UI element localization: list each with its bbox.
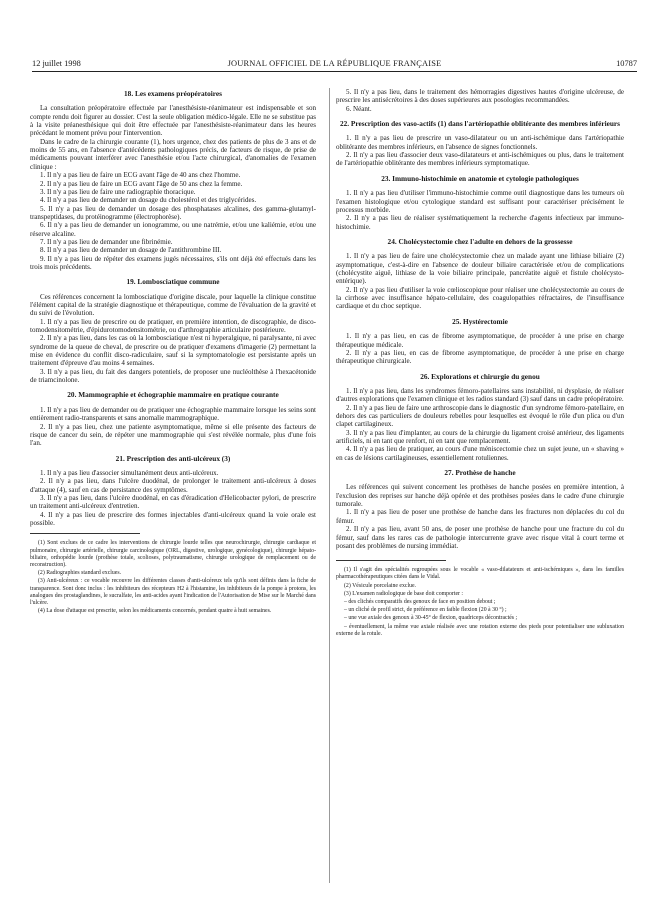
footnote: (2) Vésicule porcelaine exclue.: [344, 582, 416, 589]
footnote: (1) Il s'agit des spécialités regroupées sous le vocable « vaso-dilatateurs et anti-ischémiques », dans les familles pharmacothérapeutiques citées dans le Vidal.: [336, 567, 624, 581]
section-21-para: 1. Il n'y a pas lieu d'associer simultanément deux anti-ulcéreux.: [40, 469, 219, 477]
section-26-para: 4. Il n'y a pas lieu de pratiquer, au cours d'une méniscectomie chez un sujet jeune, un « shaving » en cas de lésions cartilagineuses, essentiellement rotuliennes.: [336, 445, 624, 462]
section-20-para: 1. Il n'y a pas lieu de demander ou de pratiquer une échographie mammaire lorsque les seins sont entièrement radio-transparents et sans anomalie mammographique.: [30, 405, 316, 423]
left-column: [30, 88, 316, 616]
section-21-title: 21. Prescription des anti-ulcéreux (3): [115, 453, 231, 463]
section-18-para: 8. Il n'y a pas lieu de demander un dosage de l'antithrombine III.: [40, 246, 222, 255]
footnote: – un cliché de profil strict, de préférence en faible flexion (20 à 30 °) ;: [344, 607, 507, 614]
section-22-para: 1. Il n'y a pas lieu de prescrire un vaso-dilatateur ou un anti-ischémique dans l'artériopathie oblitérante des membres inférieurs, en l'absence de signes fonctionnels.: [336, 134, 624, 151]
footnote: (3) Anti-ulcéreux : ce vocable recouvre les différentes classes d'anti-ulcéreux tels qu'ils sont définis dans la fiche de transparence. Sont donc inclus : les inhibiteurs des récepteurs H2 à l'histamine, les inhibiteurs de la pompe à protons, les analogues des prostaglandines, le sucralfate, les anti-acides ayant l'indication de l'Autorisation de Mise sur le Marché dans l'ulcère.: [30, 578, 316, 607]
footnote: (1) Sont exclues de ce cadre les interventions de chirurgie lourde telles que neurochirurgie, chirurgie cardiaque et pulmonaire, chirurgie artérielle, chirurgie carcinologique (ORL, digestive, urologique, gynécologique), chirurgie hépato-biliaire, orthopédie lourde (prothèse totale, scolioses, polytraumatisme, chirurgie urologique de remplacement ou de reconstruction).: [30, 540, 316, 569]
section-18-para: 4. Il n'y a pas lieu de demander un dosage du cholestérol et des triglycérides.: [40, 196, 257, 205]
section-19-para: 3. Il n'y a pas lieu, du fait des dangers potentiels, de proposer une nucléolthèse à l'hexacétonide de triamcinolone.: [30, 367, 316, 385]
section-26-para: 3. Il n'y a pas lieu d'implanter, au cours de la chirurgie du ligament croisé antérieur, des ligaments artificiels, ni en tant que renfort, ni en tant que remplacement.: [336, 428, 624, 445]
footnote: (3) L'examen radiologique de base doit comporter :: [344, 590, 464, 597]
section-23-para: 2. Il n'y a pas lieu de réaliser systématiquement la recherche d'agents infectieux par immuno-histochimie.: [336, 214, 624, 231]
footnote: – une vue axiale des genoux à 30-45° de flexion, quadriceps décontractés ;: [344, 615, 518, 622]
section-19-para: 2. Il n'y a pas lieu, dans les cas où la lombosciatique n'est ni hyperalgique, ni paralysante, ni avec syndrome de la queue de cheval, de prescrire ou de pratiquer d'examens d'imagerie (2) permettant la mise en évidence du conflit disco-radiculaire, sauf si la symptomatologie est persistante après un traitement d'épreuve d'au moins 4 semaines.: [30, 334, 316, 368]
section-24-title: 24. Cholécystectomie chez l'adulte en dehors de la grossesse: [387, 236, 573, 246]
section-21-para: 6. Néant.: [346, 104, 372, 113]
section-24-para: 2. Il n'y a pas lieu d'utiliser la voie cœlioscopique pour réaliser une cholécystectomie au cours de la cirrhose avec insuffisance hépato-cellulaire, des coagulopathies réfractaires, de l'insuffisance cardiaque et du choc septique.: [336, 285, 624, 311]
running-header: [32, 58, 637, 70]
section-26-para: 2. Il n'y a pas lieu de faire une arthroscopie dans le diagnostic d'un syndrome fémoro-patellaire, en dehors des cas particuliers de douleurs rebelles pour lesquelles est évoqué le rôle d'un plica ou d'un clapet cartilagineux.: [336, 403, 624, 429]
section-19-para: 1. Il n'y a pas lieu de prescrire ou de pratiquer, en première intention, de discographie, de disco-tomodensitométrie, d'épidurotomodensitométrie, ou d'arthrographie articulaire postérieure.: [30, 317, 316, 335]
footnote: (4) La dose d'attaque est prescrite, selon les médicaments concernés, pendant quatre à huit semaines.: [38, 608, 272, 615]
section-26-title: 26. Explorations et chirurgie du genou: [420, 371, 540, 381]
header-page-number: 10787: [616, 59, 637, 68]
section-18-para: Dans le cadre de la chirurgie courante (1), hors urgence, chez des patients de plus de 3 ans et de moins de 55 ans, en l'absence d'antécédents pathologiques précis, de facteurs de risque, de prise de médicaments pouvant interférer avec l'anesthésie et/ou l'acte chirurgical, d'anomalies de l'examen clinique :: [30, 137, 316, 171]
section-21-para: 5. Il n'y a pas lieu, dans le traitement des hémorragies digestives hautes d'origine ulcéreuse, de prescrire les antisécrétoires à des doses supérieures aux posologies recommandées.: [336, 88, 624, 105]
section-20-para: 2. Il n'y a pas lieu, chez une patiente asymptomatique, même si elle présente des facteurs de risque de cancer du sein, de répéter une mammographie qui s'est révélée normale, plus d'une fois l'an.: [30, 422, 316, 448]
section-25-title: 25. Hystérectomie: [452, 316, 508, 326]
section-26-para: 1. Il n'y a pas lieu, dans les syndromes fémoro-patellaires sans instabilité, ni dysplasie, de réaliser d'autres explorations que l'examen clinique et les radios standard (3) sauf dans un cadre préopératoire.: [336, 386, 624, 404]
section-21-para: 4. Il n'y a pas lieu de prescrire des formes injectables d'anti-ulcéreux quand la voie orale est possible.: [30, 510, 316, 528]
section-22-para: 2. Il n'y a pas lieu d'associer deux vaso-dilatateurs et anti-ischémiques ou plus, dans le traitement de l'artériopathie oblitérante des membres inférieurs symptomatique.: [336, 151, 624, 168]
footnote: – éventuellement, la même vue axiale réalisée avec une rotation externe des pieds pour potentialiser une subluxation externe de la rotule.: [336, 623, 624, 637]
section-18-para: 6. Il n'y a pas lieu de demander un ionogramme, ou une natrémie, et/ou une kaliémie, et/ou une réserve alcaline.: [30, 221, 316, 238]
right-footnotes: [336, 567, 624, 638]
section-23-para: 1. Il n'y a pas lieu d'utiliser l'immuno-histochimie comme outil diagnostique dans les tumeurs où l'examen histologique et/ou cytologique standard est suffisant pour caractériser précisément le processus morbide.: [336, 189, 624, 214]
section-18-para: 2. Il n'y a pas lieu de faire un ECG avant l'âge de 50 ans chez la femme.: [40, 179, 243, 188]
footnote-rule: [30, 533, 140, 538]
section-18-title: 18. Les examens préopératoires: [124, 89, 222, 98]
column-divider: [329, 88, 330, 883]
section-25-para: 1. Il n'y a pas lieu, en cas de fibrome asymptomatique, de procéder à une prise en charge thérapeutique médicale.: [336, 332, 624, 349]
section-18-para: 5. Il n'y a pas lieu de demander un dosage des phosphatases alcalines, des gamma-glutamyl-transpeptidases, du protéinogramme (électrophorèse).: [30, 204, 316, 221]
footnote: (2) Radiographies standard exclues.: [38, 570, 122, 577]
section-23-title: 23. Immuno-histochimie en anatomie et cytologie pathologiques: [381, 173, 579, 183]
header-journal-title: JOURNAL OFFICIEL DE LA RÉPUBLIQUE FRANÇAISE: [227, 59, 442, 68]
header-rule: [32, 71, 637, 72]
section-27-title: 27. Prothèse de hanche: [444, 468, 516, 478]
footnote: – des clichés comparatifs des genoux de face en position debout ;: [344, 599, 496, 605]
section-22-title: 22. Prescription des vaso-actifs (1) dans l'artériopathie oblitérante des membres inférieurs: [339, 119, 620, 129]
section-20-title: 20. Mammographie et échographie mammaire en pratique courante: [67, 390, 279, 400]
section-18-para: 1. Il n'y a pas lieu de faire un ECG avant l'âge de 40 ans chez l'homme.: [40, 171, 241, 180]
section-18-para: La consultation préopératoire effectuée par l'anesthésiste-réanimateur est indispensable et son compte rendu doit figurer au dossier. C'est la seule obligation médico-légale. Elle ne se substitue pas à la visite préanesthésique qui doit être effectuée par l'anesthésiste-réanimateur dans les heures précédant le moment prévu pour l'intervention.: [30, 104, 316, 138]
section-21-para: 2. Il n'y a pas lieu, dans l'ulcère duodénal, de prolonger le traitement anti-ulcéreux à doses d'attaque (4), sauf en cas de persistance des symptômes.: [30, 477, 316, 494]
section-27-para: 2. Il n'y a pas lieu, avant 50 ans, de poser une prothèse de hanche pour une fracture du col du fémur, sauf dans les rares cas de pathologie intercurrente grave avec risque vital à court terme et posant des problèmes de nursing immédiat.: [336, 525, 624, 550]
section-24-para: 1. Il n'y a pas lieu de faire une cholécystectomie chez un malade ayant une lithiase biliaire (2) asymptomatique, c'est-à-dire en l'absence de douleur biliaire caractérisée et/ou de complications (cholécystite aiguë, lithiase de la voie biliaire principale, pancréatite aiguë et fistule cholécysto-entérique).: [336, 252, 624, 286]
section-19-title: 19. Lombosciatique commune: [126, 277, 220, 287]
section-18-para: 9. Il n'y a pas lieu de répéter des examens jugés nécessaires, s'ils ont déjà été effectués dans les trois mois précédents.: [30, 254, 316, 271]
left-footnotes: [30, 540, 316, 615]
footnote-rule: [336, 560, 446, 565]
section-25-para: 2. Il n'y a pas lieu, en cas de fibrome asymptomatique, de procéder à une prise en charge thérapeutique chirurgicale.: [336, 348, 624, 366]
section-18-para: 7. Il n'y a pas lieu de demander une fibrinémie.: [40, 237, 173, 246]
section-21-para: 3. Il n'y a pas lieu, dans l'ulcère duodénal, en cas d'éradication d'Helicobacter pylori, de prescrire un traitement anti-ulcéreux d'entretien.: [30, 494, 316, 511]
section-27-para: Les références qui suivent concernent les prothèses de hanche posées en première intention, à l'exclusion des reprises sur hanche déjà opérée et des prothèses posées dans le cadre d'une chirurgie tumorale.: [336, 483, 624, 509]
section-27-para: 1. Il n'y a pas lieu de poser une prothèse de hanche dans les fractures non déplacées du col du fémur.: [336, 508, 624, 525]
section-19-para: Ces références concernent la lombosciatique d'origine discale, pour laquelle la clinique constitue l'élément capital de la stratégie diagnostique et thérapeutique, comme de l'évaluation de la gravité et du suivi de l'évolution.: [30, 292, 316, 318]
header-date: 12 juillet 1998: [32, 59, 81, 68]
right-column: [336, 88, 624, 639]
section-18-para: 3. Il n'y a pas lieu de faire une radiographie thoracique.: [40, 187, 196, 196]
